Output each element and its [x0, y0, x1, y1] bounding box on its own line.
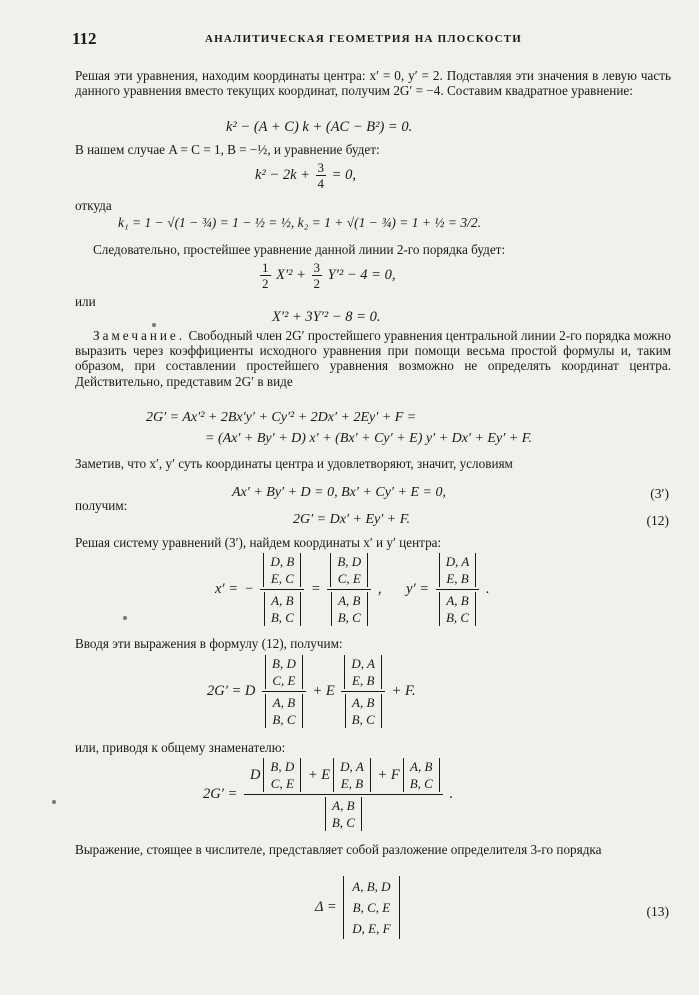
scan-speck — [52, 800, 56, 804]
paragraph-1: Решая эти уравнения, находим координаты центра: x′ = 0, y′ = 2. Подставляя эти значения в левую часть данного уравнения вместо текущих координат, получим 2G′ = −4. Составим квадратное уравнение: — [75, 68, 671, 99]
equation-substitution — [204, 655, 419, 728]
eq2-left: k² − 2k + — [255, 166, 310, 183]
paragraph-6: Вводя эти выражения в формулу (12), получим: — [75, 636, 343, 651]
paragraph-2: В нашем случае A = C = 1, B = −½, и уравнение будет: — [75, 142, 380, 157]
delta-label: Δ = — [315, 899, 337, 915]
eq4-middle: X′² + — [276, 266, 306, 283]
plus-E: + E — [307, 766, 331, 783]
x-numerator-fraction — [260, 553, 304, 626]
det-row: A, B, D — [352, 879, 391, 894]
equation-canonical-1 — [258, 260, 395, 291]
plus-F: + F — [377, 766, 400, 783]
fraction-numerator: 1 — [262, 260, 269, 275]
comma: , — [377, 581, 382, 597]
det-row: A, B — [332, 798, 355, 813]
fraction-denominator: 2 — [262, 276, 269, 291]
paragraph-7: или, приводя к общему знаменателю: — [75, 740, 286, 755]
x-prime-label: x′ = — [215, 581, 239, 597]
det-row: D, A — [340, 759, 364, 774]
fraction-numerator: 3 — [317, 160, 325, 175]
equals-sign: = — [310, 581, 321, 597]
det-row: C, E — [272, 673, 296, 688]
det-row: C, E — [270, 776, 294, 791]
equation-quadratic — [255, 160, 356, 191]
equation-common-denominator — [200, 758, 456, 831]
det-row: E, B — [352, 673, 375, 688]
scan-speck — [123, 616, 127, 620]
det-row: E, B — [446, 571, 469, 586]
sub-fraction-2 — [341, 655, 385, 728]
plus-F: + F. — [391, 683, 416, 699]
period: . — [485, 581, 490, 597]
det-row: B, D — [337, 554, 362, 569]
determinant-AB-BC — [345, 694, 382, 728]
det-row: B, D — [270, 759, 295, 774]
plus-E: + E — [312, 683, 335, 699]
det-row: D, E, F — [352, 921, 391, 936]
equation-cramer — [212, 553, 493, 626]
paragraph-5: Решая систему уравнений (3′), найдем координаты x′ и y′ центра: — [75, 535, 442, 550]
eq4-right: Y′² − 4 = 0, — [327, 266, 396, 283]
equation-characteristic: k² − (A + C) k + (AC − B²) = 0. — [226, 119, 413, 135]
determinant-BD-CE — [263, 758, 301, 792]
det-row: C, E — [337, 571, 361, 586]
paragraph-3: Следовательно, простейшее уравнение данной линии 2-го порядка будет: — [93, 242, 506, 257]
fraction-three-halves — [312, 260, 323, 291]
equation-delta — [312, 876, 400, 939]
determinant-BD-CE — [265, 655, 303, 689]
det-row: B, C — [272, 712, 296, 727]
determinant-3x3 — [343, 876, 399, 939]
remark-body: Свободный член 2G′ простейшего уравнения центральной линии 2-го порядка можно выразить через коэффициенты исходного уравнения при помощи весьма простой формулы и, таким образом, при составлении простейшего уравнения возможно не определять координат центра. Действительно, представим 2G′ в виде — [75, 328, 671, 389]
fraction-three-quarters — [316, 160, 327, 191]
twoG-D: 2G′ = D — [207, 683, 256, 699]
determinant-AB-BC — [325, 797, 362, 831]
fraction-numerator: 3 — [313, 260, 321, 275]
equation-roots: k₁ = 1 − √(1 − ¾) = 1 − ½ = ½, k₂ = 1 + √(1 − ¾) = 1 + ½ = 3/2. — [118, 215, 481, 230]
det-row: A, B — [338, 593, 361, 608]
determinant-AB-BC — [403, 758, 440, 792]
twoG-label: 2G′ = — [203, 786, 238, 802]
equation-center-conditions: Ax′ + By′ + D = 0, Bx′ + Cy′ + E = 0, — [232, 485, 446, 500]
determinant-BD-CE — [330, 553, 368, 587]
det-row: D, A — [445, 554, 470, 569]
fraction-denominator: 4 — [317, 176, 325, 191]
det-row: B, C, E — [352, 900, 391, 915]
equation-canonical-2: X′² + 3Y′² − 8 = 0. — [272, 309, 381, 325]
det-row: B, C — [331, 815, 355, 830]
det-row: D, A — [351, 656, 376, 671]
paragraph-remark — [75, 328, 671, 389]
running-header: АНАЛИТИЧЕСКАЯ ГЕОМЕТРИЯ НА ПЛОСКОСТИ — [205, 33, 523, 45]
det-row: A, B — [352, 695, 375, 710]
det-row: D, B — [270, 554, 295, 569]
det-row: B, C — [337, 610, 361, 625]
period: . — [449, 786, 454, 802]
equation-2G-reduced: 2G′ = Dx′ + Ey′ + F. — [293, 512, 410, 527]
fraction-denominator: 2 — [313, 276, 321, 291]
det-row: A, B — [410, 759, 433, 774]
det-row: E, B — [340, 776, 364, 791]
minus-sign: − — [244, 581, 254, 597]
paragraph-4: Заметив, что x′, y′ суть координаты центра и удовлетворяют, значит, условиям — [75, 456, 513, 471]
det-row: B, C — [270, 610, 294, 625]
equation-2G-grouped: = (Ax′ + By′ + D) x′ + (Bx′ + Cy′ + E) y′ + Dx′ + Ey′ + F. — [205, 431, 532, 446]
determinant-DA-EB — [439, 553, 477, 587]
equation-2G-expansion: 2G′ = Ax′² + 2Bx′y′ + Cy′² + 2Dx′ + 2Ey′ + F = — [146, 410, 417, 425]
common-fraction — [244, 758, 443, 831]
equation-number-12: (12) — [646, 513, 669, 528]
determinant-AB-BC — [439, 592, 476, 626]
det-row: E, C — [270, 571, 294, 586]
determinant-DB-EC — [263, 553, 301, 587]
remark-label: Замечание. — [93, 328, 186, 343]
y-fraction — [436, 553, 480, 626]
sub-fraction-1 — [262, 655, 306, 728]
det-row: B, D — [272, 656, 296, 671]
y-prime-label: y′ = — [406, 581, 430, 597]
det-row: B, C — [409, 776, 433, 791]
scan-speck — [152, 323, 156, 327]
determinant-AB-BC — [264, 592, 301, 626]
det-row: A, B — [271, 593, 294, 608]
det-row: A, B — [272, 695, 296, 710]
fraction-one-half — [260, 260, 271, 291]
word-otkuda: откуда — [75, 198, 112, 213]
equation-number-13: (13) — [646, 904, 669, 919]
equation-number-3prime: (3′) — [650, 486, 669, 501]
word-ili: или — [75, 294, 96, 309]
eq2-right: = 0, — [331, 166, 356, 183]
coef-D: D — [249, 766, 261, 783]
paragraph-8: Выражение, стоящее в числителе, представляет собой разложение определителя 3-го порядка — [75, 842, 602, 857]
determinant-DA-EB — [344, 655, 382, 689]
determinant-AB-BC — [331, 592, 368, 626]
page-number: 112 — [72, 29, 97, 48]
det-row: B, C — [351, 712, 375, 727]
det-row: B, C — [445, 610, 470, 625]
determinant-AB-BC — [265, 694, 302, 728]
word-poluchim: получим: — [75, 498, 128, 513]
determinant-DA-EB — [333, 758, 371, 792]
x-fraction-2 — [327, 553, 371, 626]
det-row: A, B — [446, 593, 469, 608]
